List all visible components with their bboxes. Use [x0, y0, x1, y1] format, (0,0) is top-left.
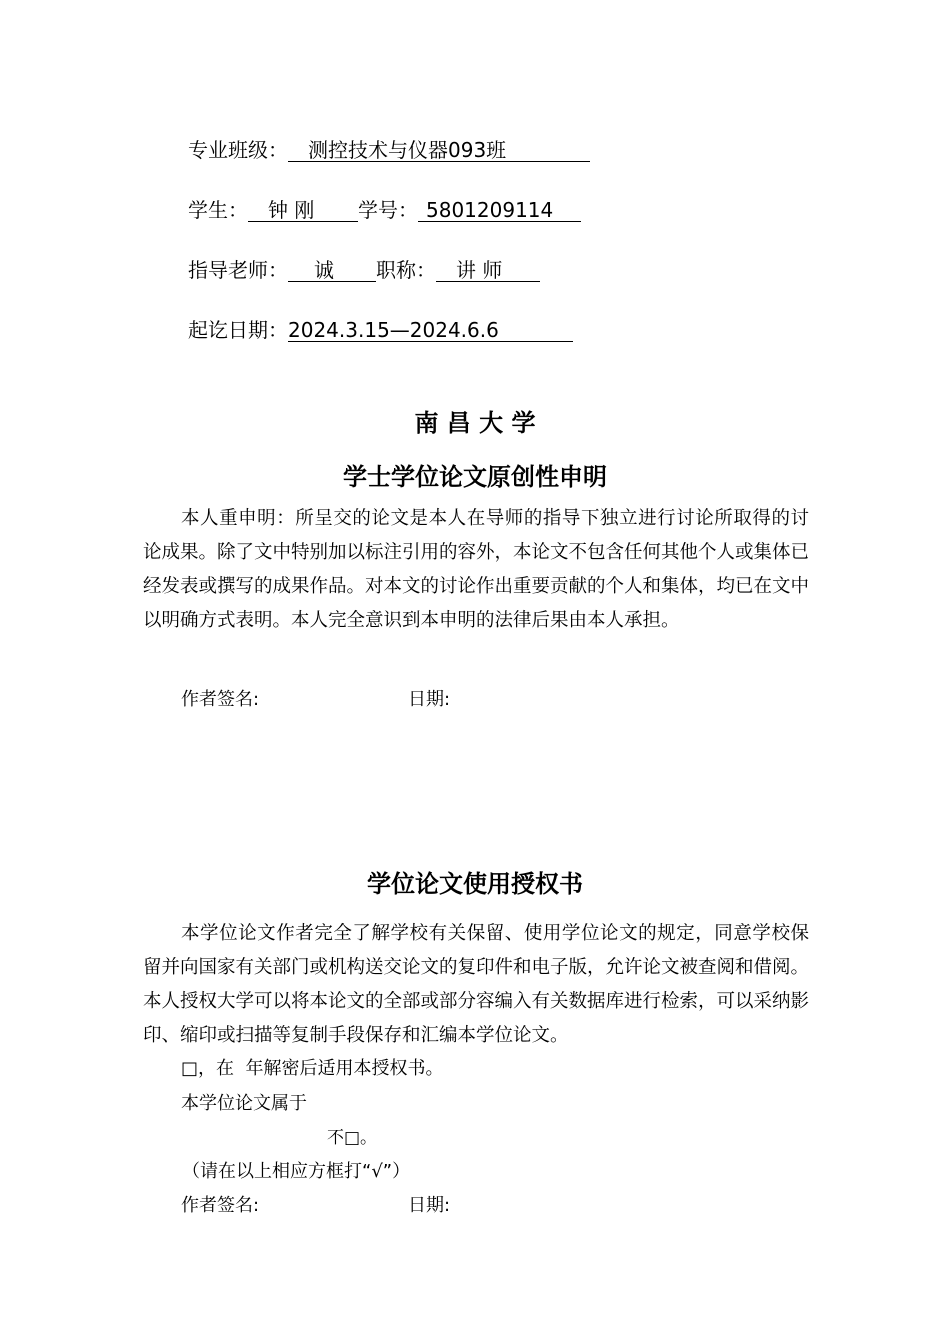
declaration-body: 本人重申明：所呈交的论文是本人在导师的指导下独立进行讨论所取得的讨论成果。除了文中特别加以标注引用的容外，本论文不包含任何其他个人或集体已经发表或撰写的成果作品。对本文的讨论作出重要贡献的个人和集体，均已在文中以明确方式表明。本人完全意识到本申明的法律后果由本人承担。: [143, 508, 810, 631]
student-id-value: 5801209114: [418, 199, 581, 222]
university-name: 南 昌 大 学: [414, 409, 536, 437]
authorization-signature-label: 作者签名:: [181, 1195, 260, 1216]
advisor-label: 指导老师：: [188, 258, 288, 282]
belongs-label: 本学位论文属于: [181, 1093, 307, 1114]
authorization-heading: 学位论文使用授权书: [367, 870, 583, 898]
advisor-title-value: 讲 师: [436, 259, 540, 282]
class-label: 专业班级：: [188, 138, 288, 162]
authorization-date-label: 日期:: [408, 1195, 451, 1216]
student-value: 钟 刚: [248, 199, 358, 222]
option-not: 不□。: [327, 1128, 378, 1148]
date-row: [188, 318, 573, 342]
advisor-value: 诚: [288, 259, 376, 282]
student-label: 学生：: [188, 198, 248, 222]
student-id-label: 学号：: [358, 198, 418, 222]
class-value: 测控技术与仪器093班: [288, 139, 590, 162]
advisor-title-label: 职称：: [376, 258, 436, 282]
declaration-heading: 学士学位论文原创性申明: [343, 463, 607, 491]
check-instruction: （请在以上相应方框打“√”）: [182, 1161, 411, 1182]
declaration-date-label: 日期:: [408, 689, 451, 710]
class-row: [188, 138, 590, 162]
date-label: 起讫日期：: [188, 318, 288, 342]
authorization-body: 本学位论文作者完全了解学校有关保留、使用学位论文的规定，同意学校保留并向国家有关部门或机构送交论文的复印件和电子版，允许论文被查阅和借阅。本人授权大学可以将本论文的全部或部分容编入有关数据库进行检索，可以采纳影印、缩印或扫描等复制手段保存和汇编本学位论文。: [143, 923, 810, 1046]
student-row: [188, 198, 581, 222]
option-secret: □，在 年解密后适用本授权书。: [181, 1058, 444, 1079]
date-value: 2024.3.15—2024.6.6: [288, 319, 573, 342]
declaration-signature-label: 作者签名:: [181, 689, 260, 710]
advisor-row: [188, 258, 540, 282]
